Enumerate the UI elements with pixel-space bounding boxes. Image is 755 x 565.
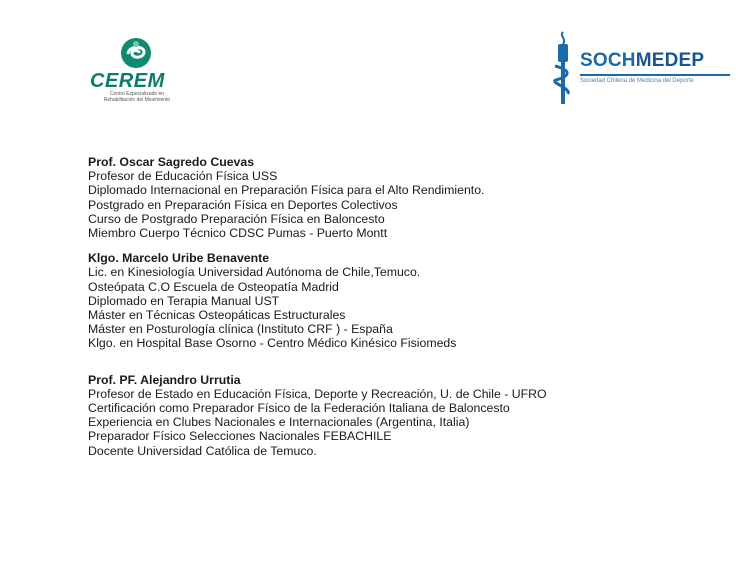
- sochmedep-divider: [580, 74, 730, 76]
- cerem-logo: [86, 36, 186, 106]
- profile-name: Prof. PF. Alejandro Urrutia: [88, 372, 241, 387]
- profile-line: Diplomado en Terapia Manual UST: [88, 293, 280, 308]
- profile-block: [88, 373, 728, 458]
- cerem-swirl-icon: [119, 36, 153, 70]
- profile-line: Curso de Postgrado Preparación Física en Baloncesto: [88, 211, 385, 226]
- profile-block: [88, 251, 728, 350]
- profile-name: Prof. Oscar Sagredo Cuevas: [88, 155, 255, 169]
- profile-line: Osteópata C.O Escuela de Osteopatía Madrid: [88, 279, 339, 294]
- profile-line: Diplomado Internacional en Preparación Física para el Alto Rendimiento.: [88, 183, 485, 198]
- profile-line: Miembro Cuerpo Técnico CDSC Pumas - Puerto Montt: [88, 226, 388, 241]
- profile-name: Klgo. Marcelo Uribe Benavente: [88, 251, 270, 266]
- profile-line: Docente Universidad Católica de Temuco.: [88, 443, 317, 458]
- profile-line: Profesor de Educación Física USS: [88, 169, 278, 184]
- cerem-wordmark: CEREM: [90, 70, 165, 92]
- caduceus-icon: [550, 30, 576, 108]
- profile-line: Máster en Posturología clínica (Instituto CRF ) - España: [88, 322, 393, 337]
- sochmedep-subtitle: Sociedad Chilena de Medicina del Deporte: [580, 78, 694, 84]
- sochmedep-wordmark: SOCHMEDEP: [580, 50, 705, 71]
- profile-line: Lic. en Kinesiología Universidad Autónoma de Chile,Temuco.: [88, 265, 421, 280]
- sochmedep-logo: [548, 30, 738, 110]
- profile-block: [88, 155, 728, 240]
- profile-line: Postgrado en Preparación Física en Deportes Colectivos: [88, 197, 398, 212]
- profile-line: Experiencia en Clubes Nacionales e Internacionales (Argentina, Italia): [88, 415, 470, 430]
- profile-line: Preparador Físico Selecciones Nacionales FEBACHILE: [88, 429, 392, 444]
- profile-line: Máster en Técnicas Osteopáticas Estructurales: [88, 308, 346, 323]
- profile-line: Certificación como Preparador Físico de la Federación Italiana de Baloncesto: [88, 401, 510, 416]
- profile-line: Klgo. en Hospital Base Osorno - Centro Médico Kinésico Fisiomeds: [88, 336, 457, 351]
- cerem-subtitle: Centro Especializado en Rehabilitación del Movimiento: [103, 91, 171, 103]
- profiles-content: [88, 155, 728, 469]
- profile-line: Profesor de Estado en Educación Física, Deporte y Recreación, U. de Chile - UFRO: [88, 386, 547, 401]
